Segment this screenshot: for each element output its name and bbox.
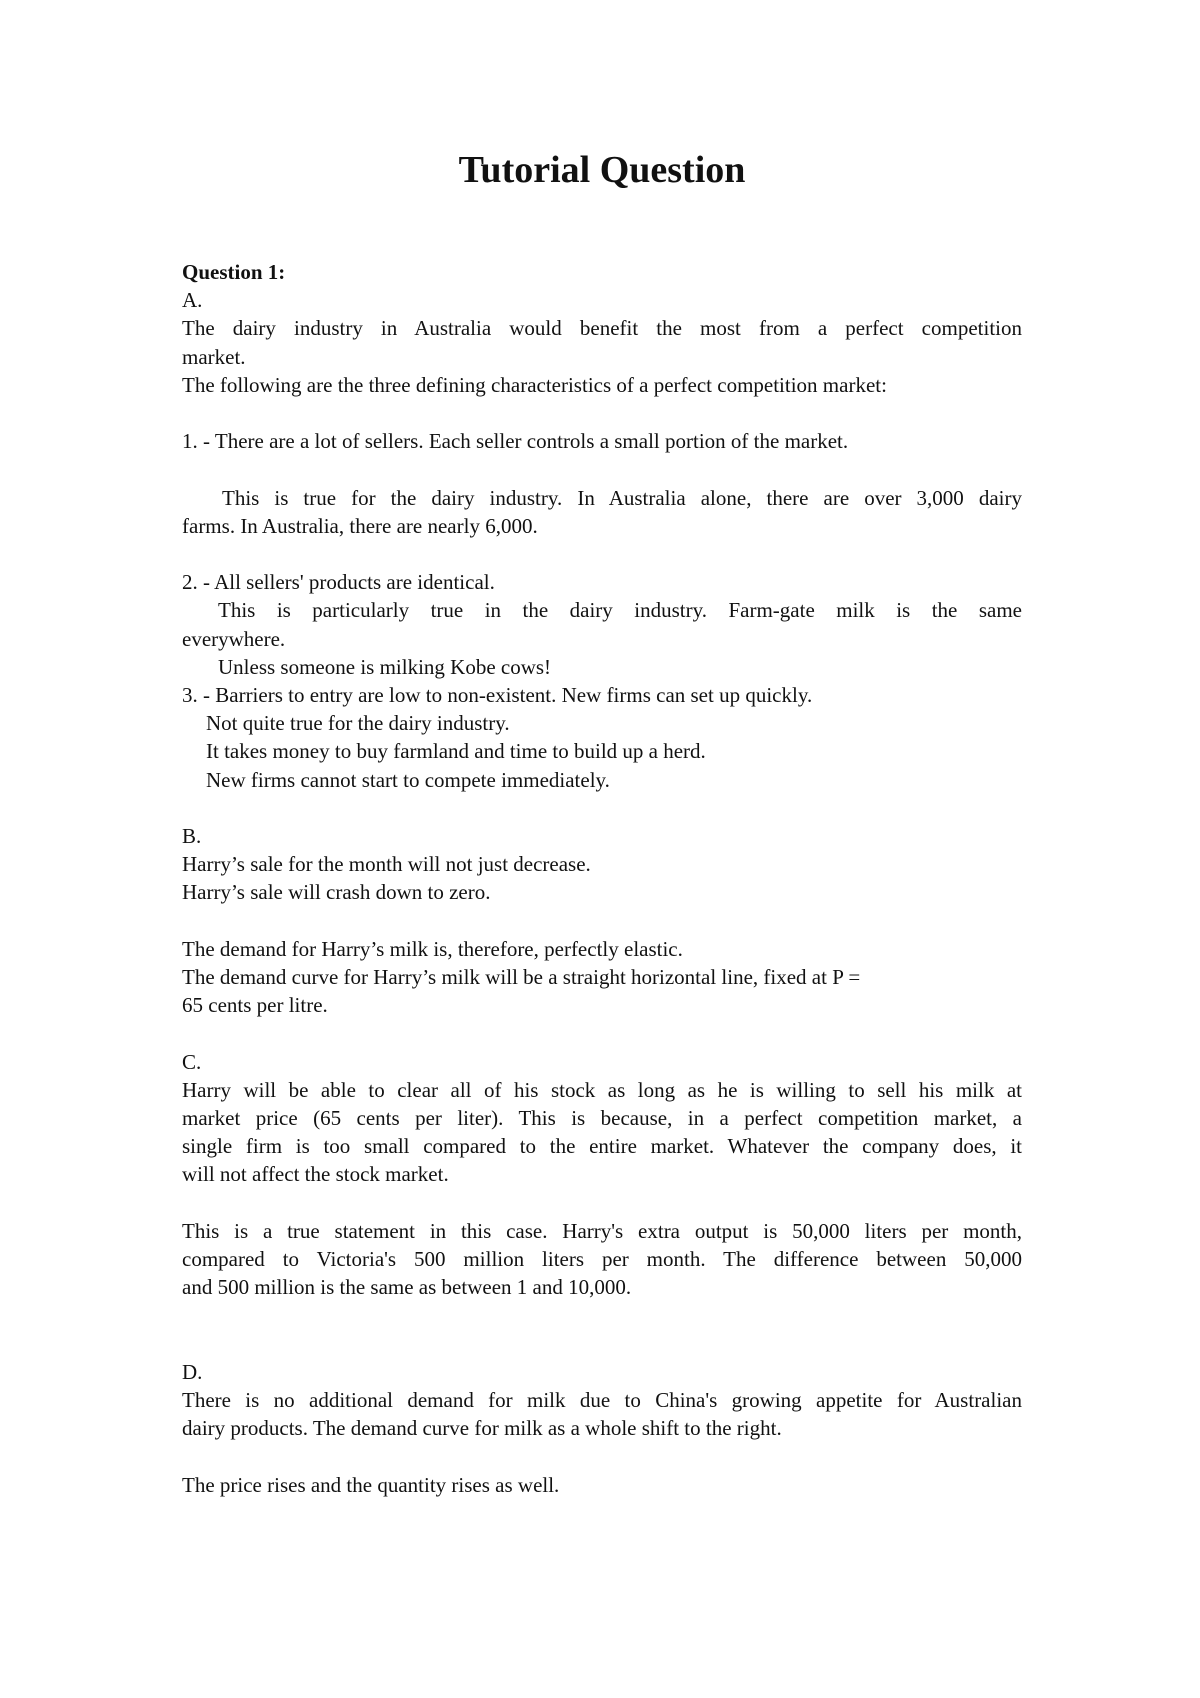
section-c-line: will not affect the stock market. bbox=[182, 1162, 449, 1187]
blank-line bbox=[182, 1442, 1022, 1470]
blank-line bbox=[182, 794, 1022, 822]
section-a-label: A. bbox=[182, 288, 203, 313]
section-d-line: The price rises and the quantity rises as well. bbox=[182, 1472, 560, 1497]
characteristic-3-note: Not quite true for the dairy industry. bbox=[206, 711, 510, 736]
characteristic-2-note: This is particularly true in the dairy industry. Farm-gate milk is the same bbox=[218, 598, 1022, 623]
section-a-intro-line: The dairy industry in Australia would benefit the most from a perfect competition bbox=[182, 316, 1022, 341]
characteristic-3-note: New firms cannot start to compete immediately. bbox=[206, 767, 610, 792]
blank-line bbox=[182, 540, 1022, 568]
section-a-intro-line: The following are the three defining characteristics of a perfect competition market: bbox=[182, 372, 887, 397]
section-d-label: D. bbox=[182, 1359, 203, 1384]
blank-line bbox=[182, 399, 1022, 427]
section-c-line: compared to Victoria's 500 million liters per month. The difference between 50,000 bbox=[182, 1247, 1022, 1271]
section-b-line: 65 cents per litre. bbox=[182, 993, 328, 1018]
blank-line bbox=[182, 907, 1022, 935]
characteristic-3-note: It takes money to buy farmland and time to build up a herd. bbox=[206, 739, 706, 764]
section-b-line: The demand curve for Harry’s milk will be a straight horizontal line, fixed at P = bbox=[182, 965, 861, 989]
section-c-line: single firm is too small compared to the entire market. Whatever the company does, it bbox=[182, 1134, 1022, 1159]
characteristic-1: 1. - There are a lot of sellers. Each seller controls a small portion of the market. bbox=[182, 429, 849, 454]
question-heading: Question 1: bbox=[182, 260, 286, 284]
characteristic-1-note: farms. In Australia, there are nearly 6,000. bbox=[182, 513, 538, 538]
section-b-line: Harry’s sale for the month will not just decrease. bbox=[182, 852, 591, 877]
document-title: Tutorial Question bbox=[458, 149, 746, 191]
section-d-line: dairy products. The demand curve for milk as a whole shift to the right. bbox=[182, 1416, 782, 1441]
section-d-line: There is no additional demand for milk due to China's growing appetite for Australian bbox=[182, 1388, 1022, 1412]
section-b-label: B. bbox=[182, 824, 202, 848]
section-c-line: This is a true statement in this case. Harry's extra output is 50,000 liters per month, bbox=[182, 1218, 1022, 1243]
section-c-line: and 500 million is the same as between 1 and 10,000. bbox=[182, 1275, 632, 1300]
section-c-line: Harry will be able to clear all of his stock as long as he is willing to sell his milk at bbox=[182, 1077, 1022, 1102]
blank-line bbox=[182, 455, 1022, 483]
blank-line bbox=[182, 1019, 1022, 1047]
characteristic-2-note: everywhere. bbox=[182, 626, 286, 651]
section-b-line: Harry’s sale will crash down to zero. bbox=[182, 880, 491, 905]
document-body bbox=[182, 258, 1022, 1499]
characteristic-3: 3. - Barriers to entry are low to non-existent. New firms can set up quickly. bbox=[182, 683, 813, 707]
characteristic-1-note: This is true for the dairy industry. In Australia alone, there are over 3,000 dairy bbox=[222, 485, 1022, 510]
section-c-line: market price (65 cents per liter). This is because, in a perfect competition market, a bbox=[182, 1106, 1022, 1130]
blank-line bbox=[182, 1301, 1022, 1357]
section-b-line: The demand for Harry’s milk is, therefore, perfectly elastic. bbox=[182, 936, 683, 961]
section-c-label: C. bbox=[182, 1049, 202, 1074]
characteristic-2: 2. - All sellers' products are identical. bbox=[182, 570, 495, 595]
section-a-intro-line: market. bbox=[182, 344, 246, 369]
characteristic-2-note: Unless someone is milking Kobe cows! bbox=[218, 654, 552, 679]
blank-line bbox=[182, 1189, 1022, 1217]
